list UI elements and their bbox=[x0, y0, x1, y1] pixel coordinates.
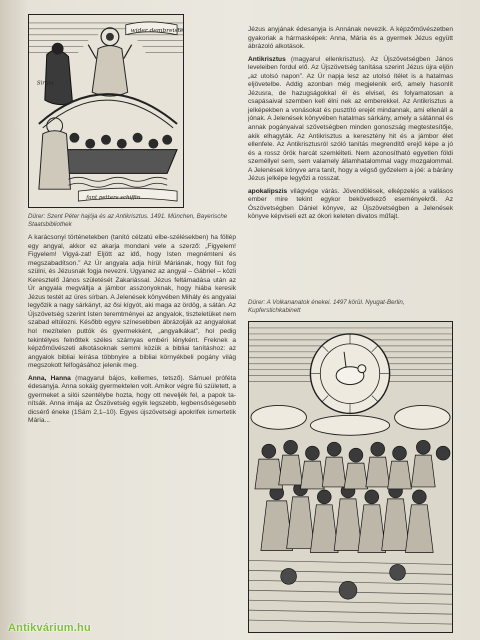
paragraph-anna bbox=[28, 375, 236, 426]
paragraph-apocalypse bbox=[248, 188, 453, 222]
woodcut-bottom-text: fant petters schiffin bbox=[86, 195, 141, 202]
term-antikrisztus: Antikrisztus bbox=[248, 55, 286, 63]
term-anna: Anna, Hanna bbox=[28, 374, 71, 382]
caption-left: Dürer: Szent Péter hajója és az Antikrisztus. 1491. München, Bayerische Staatsbibliothek bbox=[28, 213, 228, 228]
woodcut-right-drawing bbox=[249, 322, 452, 632]
paragraph-apocalypse-text: világvége várás. Jövendölések, elképzelés a vallásos ember mire tekint egykor bekövetkező eseményekről. Az Ószövetségben Dániel könyve, az Újszövetségben a Jelenések könyve képviseli ezt az ókori keleten divatos műfajt. bbox=[248, 187, 453, 221]
woodcut-banner-text: wider dembreiste bbox=[130, 26, 183, 34]
text-column-right bbox=[248, 26, 453, 222]
paragraph-antichrist bbox=[248, 56, 453, 184]
text-column-left bbox=[28, 234, 236, 426]
woodcut-side-label: Sirgiu bbox=[36, 80, 54, 87]
watermark-logo: Antikvárium.hu bbox=[8, 622, 91, 634]
woodcut-st-peters-ship bbox=[28, 14, 184, 208]
paragraph-antichrist-text: (magyarul ellenkrisztus). Az Újszövetségben János leveleiben fordul elő. Az Újszövetség tanítása szerint Jézus újra eljön „az utolsó napon”. Az Úr napja lesz az utolsó ítélet is a hatalmas eljövetelbe. Addig azonban még megjelenik erő, amely hasonlít Jézusra, de hazugságokkal él és elvisel, és folyamatosan a csapásaival szemben kell élni nek az emberekkel. Az Antikrisztus a jelképekben a vonásokat és pusztító erejét mindannak, ami ellenáll a jónak. A Jelenések könyvében hatalmas sárkány, amely a sátánnal és annak pogányaival szövetségben minden gonoszság megtestesítője, akik elhagyták. Az Antikrisztus a keresztény hit és a jámbor élet ellenfele. Az Antikrisztusról szóló tanítás megrendítő erejű képe a jó és a rossz örök harcát szemlélteti. Nem azonosítható egyetlen földi személlyel sem, sem valamely államhatalommal vagy mozgalommal. A Jelenések könyve arra tanít, hogy a végső győzelem a jóé: a bárány Jézus jelképe legyőzi a rosszat. bbox=[248, 55, 453, 183]
term-apokalipszis: apokalipszis bbox=[248, 187, 288, 195]
paragraph-anna-text: (magyarul bájos, kellemes, tetsző). Sámuel próféta édesanyja. Anna sokáig gyermektelen volt. Amikor végre fiú született, a gyermeket a silói szentélybe hozta, hogy ott neveljék fel, a papok ta-nítsák. Anna imája az Ószövetség egyik legszebb, legbensőségesebb dicsérő éneke (1Sám 2,1–10). Egyes újszövetségi apokrifek ismertetik Mária... bbox=[28, 374, 236, 425]
woodcut-left-drawing bbox=[29, 15, 183, 207]
paragraph-angels: A karácsonyi történetekben (tanító célzatú elbe-szélésekben) ha föllép egy angyal, akkor ez akarja mondani vele a szerző: „Figyelem! Figyelem! Vigyá-zat! Eljött az idő, hogy Isten megnémteni és megszabadítson.” Az Úr angyala adja hírül Máriának, hogy fiút fog szülni, és Jézusnak fogja nevezni. Ugyanez az angyal – Gábriel – közli Keresztelő János születését Zakariással. Jézus feltámadása után az Úr angyala megváltja a jámbor asszonyoknak, hogy hiába keresik Jézus testét az üres sírban. A Jelenések könyvében Mihály és angyalai legyőzik a nagy sárkányt, az ősi kígyót, aki maga az ördög, a sátán. Az Újszövetség szerint Isten teremtményei az angyalok, tiszteletüket nem szabad eltúlozni. Később egyre színesebben ábrázolják az angyalokat hol mezítelen puttók és gyermekként, „angyalkákat”, hol pedig tekintélyes felnőttek széles szárnyas embéri lényként. Freknek a képzőművészeti alkotásoknak semmi közük a bibliai tanításhoz: az angyalok bibliai leírása többnyire a bibliai környékbeli pogány világ megszokott felfogásához jelenik meg. bbox=[28, 234, 236, 370]
caption-right: Dürer: A Volkananatok énekei. 1497 körül. Nyugat-Berlin, Kupferstichkabinett bbox=[248, 299, 405, 314]
paragraph-anna-continued: Jézus anyjának édesanyja is Annának nevezik. A képzőművészetben gyakoriak a hármasképek: Anna, Mária és a gyermek Jézus együtt ábrázoló alkotások. bbox=[248, 26, 453, 51]
woodcut-adoration-of-lamb bbox=[248, 321, 453, 633]
